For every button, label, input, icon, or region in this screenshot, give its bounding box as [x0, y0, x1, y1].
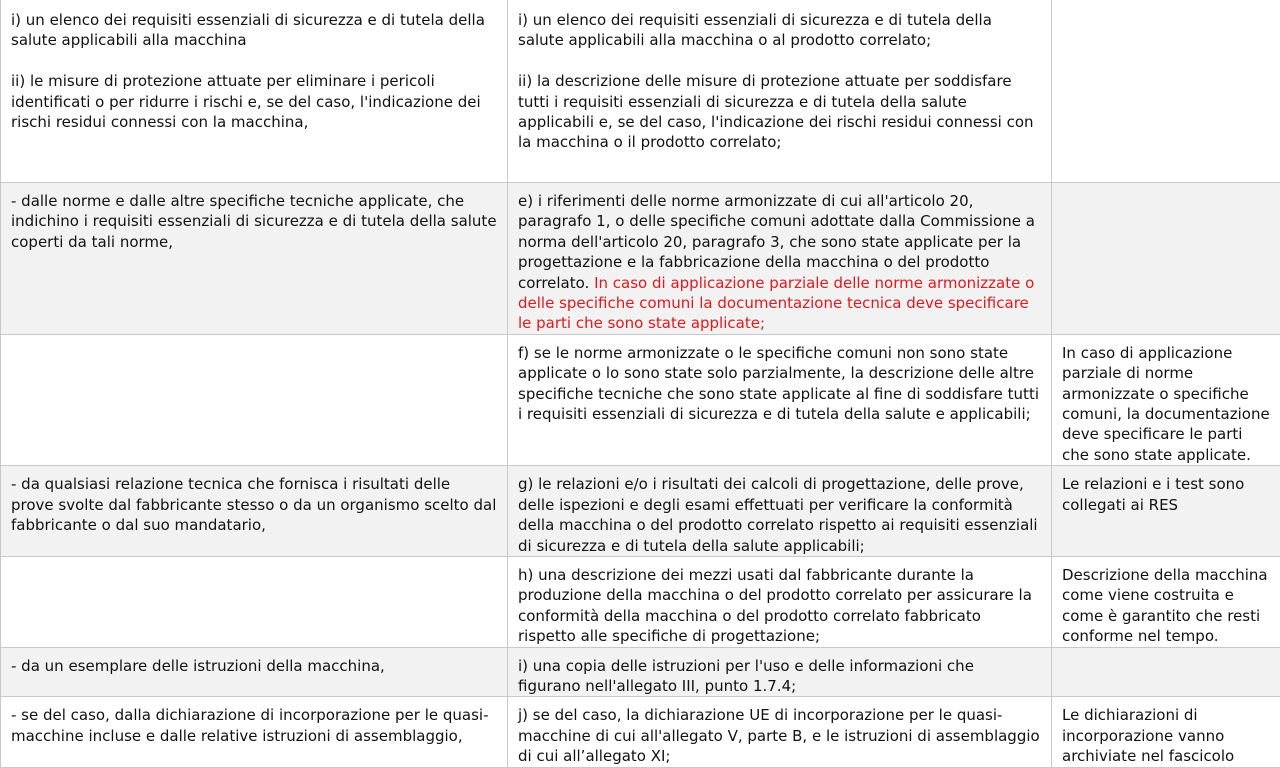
table-row — [1, 647, 1280, 697]
table-row — [1, 334, 1280, 465]
cell-paragraph: i) un elenco dei requisiti essenziali di sicurezza e di tutela della salute applicabili alla macchina o al prodotto correlato; — [518, 10, 1041, 51]
note-cell: Le dichiarazioni di incorporazione vanno archiviate nel fascicolo — [1052, 697, 1280, 767]
highlighted-text: In caso di applicazione parziale delle norme armonizzate o delle specifiche comuni la documentazione tecnica deve specificare le parti che sono state applicate; — [518, 274, 1034, 333]
note-cell: Descrizione della macchina come viene costruita e come è garantito che resti conforme nel tempo. — [1052, 556, 1280, 647]
note-cell: Le relazioni e i test sono collegati ai RES — [1052, 466, 1280, 557]
old-text-cell — [1, 556, 508, 647]
note-cell: In caso di applicazione parziale di norme armonizzate o specifiche comuni, la documentazione deve specificare le parti che sono state applicate. — [1052, 334, 1280, 465]
note-cell — [1052, 183, 1280, 335]
cell-paragraph: ii) le misure di protezione attuate per eliminare i pericoli identificati o per ridurre i rischi e, se del caso, l'indicazione dei rischi residui connessi con la macchina, — [11, 71, 497, 132]
table-row — [1, 697, 1280, 767]
new-text-cell: g) le relazioni e/o i risultati dei calcoli di progettazione, delle prove, delle ispezioni e degli esami effettuati per verificare la conformità della macchina o del prodotto correlato rispetto ai requisiti essenziali di sicurezza e di tutela della salute applicabili; — [508, 466, 1052, 557]
new-text-cell: j) se del caso, la dichiarazione UE di incorporazione per le quasi-macchine di cui all'allegato V, parte B, e le istruzioni di assemblaggio di cui all’allegato XI; — [508, 697, 1052, 767]
table-row — [1, 556, 1280, 647]
cell-paragraph: ii) la descrizione delle misure di protezione attuate per soddisfare tutti i requisiti essenziali di sicurezza e di tutela della salute applicabili e, se del caso, l'indicazione dei rischi residui connessi con la macchina o il prodotto correlato; — [518, 71, 1041, 153]
new-text-cell: f) se le norme armonizzate o le specifiche comuni non sono state applicate o lo sono state solo parzialmente, la descrizione delle altre specifiche tecniche che sono state applicate al fine di soddisfare tutti i requisiti essenziali di sicurezza e di tutela della salute e applicabili; — [508, 334, 1052, 465]
table-row — [1, 0, 1280, 183]
old-text-cell: - da qualsiasi relazione tecnica che fornisca i risultati delle prove svolte dal fabbricante stesso o da un organismo scelto dal fabbricante o dal suo mandatario, — [1, 466, 508, 557]
table-row — [1, 466, 1280, 557]
old-text-cell: - da un esemplare delle istruzioni della macchina, — [1, 647, 508, 697]
old-text-cell: - dalle norme e dalle altre specifiche tecniche applicate, che indichino i requisiti essenziali di sicurezza e di tutela della salute coperti da tali norme, — [1, 183, 508, 335]
table-row — [1, 183, 1280, 335]
new-text-cell: h) una descrizione dei mezzi usati dal fabbricante durante la produzione della macchina o del prodotto correlato per assicurare la conformità della macchina o del prodotto correlato fabbricato rispetto alle specifiche di progettazione; — [508, 556, 1052, 647]
old-text-cell — [1, 0, 508, 183]
cell-paragraph: i) un elenco dei requisiti essenziali di sicurezza e di tutela della salute applicabili alla macchina — [11, 10, 497, 51]
new-text-cell: i) una copia delle istruzioni per l'uso e delle informazioni che figurano nell'allegato III, punto 1.7.4; — [508, 647, 1052, 697]
new-text-cell — [508, 183, 1052, 335]
old-text-cell — [1, 334, 508, 465]
note-cell — [1052, 0, 1280, 183]
new-text-cell — [508, 0, 1052, 183]
note-cell — [1052, 647, 1280, 697]
cell-text: e) i riferimenti delle norme armonizzate di cui all'articolo 20, paragrafo 1, o delle specifiche comuni adottate dalla Commissione a norma dell'articolo 20, paragrafo 3, che sono state applicate per la progettazione e la fabbricazione della macchina o del prodotto correlato. — [518, 192, 1035, 292]
old-text-cell: - se del caso, dalla dichiarazione di incorporazione per le quasi-macchine incluse e dalle relative istruzioni di assemblaggio, — [1, 697, 508, 767]
